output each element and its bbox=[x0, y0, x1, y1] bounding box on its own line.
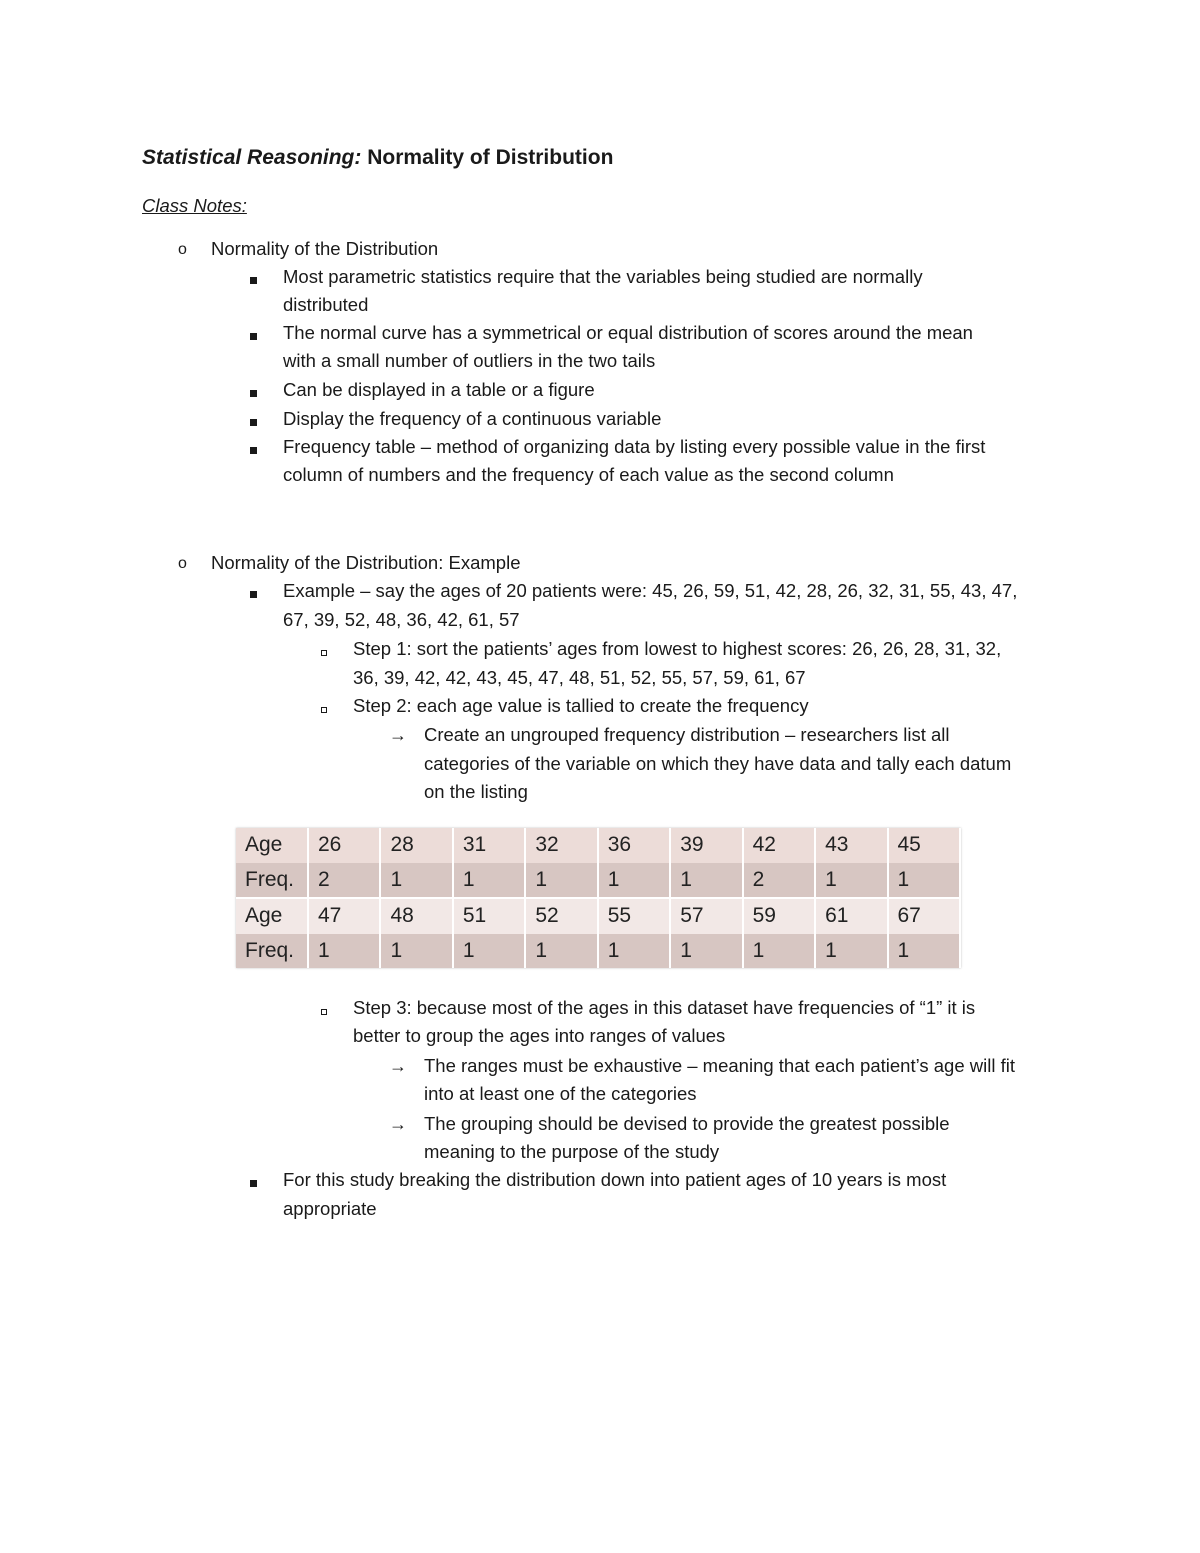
age-cell: 52 bbox=[525, 898, 597, 934]
freq-cell: 1 bbox=[380, 934, 452, 969]
age-cell: 39 bbox=[670, 828, 742, 863]
arrow-icon: → bbox=[389, 1114, 407, 1134]
age-cell: 61 bbox=[815, 898, 887, 934]
age-cell: 42 bbox=[743, 828, 815, 863]
age-row bbox=[236, 898, 960, 934]
square-bullet bbox=[250, 264, 257, 292]
age-cell: 51 bbox=[453, 898, 525, 934]
age-row bbox=[236, 828, 960, 863]
freq-cell: 1 bbox=[308, 934, 380, 969]
freq-cell: 1 bbox=[888, 863, 961, 899]
arrow-text: Create an ungrouped frequency distribution – researchers list all bbox=[424, 724, 950, 745]
freq-cell: 1 bbox=[598, 934, 670, 969]
freq-cell: 1 bbox=[453, 934, 525, 969]
frequency-table bbox=[236, 828, 961, 968]
age-cell: 67 bbox=[888, 898, 961, 934]
bullet-text: Example – say the ages of 20 patients were: 45, 26, 59, 51, 42, 28, 26, 32, 31, 55, 43, 47, bbox=[283, 580, 1018, 601]
age-cell: 28 bbox=[380, 828, 452, 863]
square-bullet bbox=[250, 578, 257, 606]
bullet-text: Display the frequency of a continuous variable bbox=[283, 408, 662, 429]
freq-cell: 1 bbox=[743, 934, 815, 969]
freq-cell: 1 bbox=[598, 863, 670, 899]
bullet-text: For this study breaking the distribution down into patient ages of 10 years is most bbox=[283, 1169, 947, 1190]
bullet-text: with a small number of outliers in the two tails bbox=[283, 350, 656, 371]
arrow-text: categories of the variable on which they have data and tally each datum bbox=[424, 753, 1012, 774]
age-cell: 43 bbox=[815, 828, 887, 863]
arrow-text: into at least one of the categories bbox=[424, 1083, 697, 1104]
freq-cell: 1 bbox=[815, 863, 887, 899]
age-label: Age bbox=[236, 898, 308, 934]
title-main-part: Normality of Distribution bbox=[361, 146, 614, 169]
freq-cell: 2 bbox=[308, 863, 380, 899]
freq-cell: 1 bbox=[670, 863, 742, 899]
document-title bbox=[142, 143, 613, 173]
age-cell: 59 bbox=[743, 898, 815, 934]
step-text: 36, 39, 42, 42, 43, 45, 47, 48, 51, 52, 55, 57, 59, 61, 67 bbox=[353, 667, 806, 688]
arrow-text: on the listing bbox=[424, 781, 528, 802]
bullet-text: Can be displayed in a table or a figure bbox=[283, 379, 595, 400]
arrow-icon: → bbox=[389, 1056, 407, 1076]
freq-label: Freq. bbox=[236, 863, 308, 899]
class-notes-heading: Class Notes: bbox=[142, 195, 247, 216]
section1-heading: Normality of the Distribution bbox=[211, 238, 439, 259]
arrow-text: meaning to the purpose of the study bbox=[424, 1141, 720, 1162]
hollow-square-bullet bbox=[321, 995, 327, 1023]
bullet-text: The normal curve has a symmetrical or equal distribution of scores around the mean bbox=[283, 322, 973, 343]
freq-row bbox=[236, 934, 960, 969]
freq-cell: 2 bbox=[743, 863, 815, 899]
step-text: Step 2: each age value is tallied to create the frequency bbox=[353, 695, 809, 716]
bullet-text: Frequency table – method of organizing data by listing every possible value in the first bbox=[283, 436, 986, 457]
square-bullet bbox=[250, 1167, 257, 1195]
hollow-square-bullet bbox=[321, 636, 327, 664]
title-italic-part: Statistical Reasoning: bbox=[142, 146, 362, 169]
age-cell: 48 bbox=[380, 898, 452, 934]
age-label: Age bbox=[236, 828, 308, 863]
circle-bullet: o bbox=[178, 241, 187, 258]
step-text: better to group the ages into ranges of values bbox=[353, 1025, 726, 1046]
step-text: Step 3: because most of the ages in this dataset have frequencies of “1” it is bbox=[353, 997, 976, 1018]
circle-bullet: o bbox=[178, 555, 187, 572]
arrow-icon: → bbox=[389, 725, 407, 745]
freq-cell: 1 bbox=[453, 863, 525, 899]
arrow-text: The ranges must be exhaustive – meaning that each patient’s age will fit bbox=[424, 1055, 1015, 1076]
age-cell: 47 bbox=[308, 898, 380, 934]
hollow-square-bullet bbox=[321, 693, 327, 721]
bullet-text: Most parametric statistics require that the variables being studied are normally bbox=[283, 266, 923, 287]
square-bullet bbox=[250, 320, 257, 348]
square-bullet bbox=[250, 406, 257, 434]
section2-heading: Normality of the Distribution: Example bbox=[211, 552, 521, 573]
age-cell: 36 bbox=[598, 828, 670, 863]
age-cell: 26 bbox=[308, 828, 380, 863]
freq-row bbox=[236, 863, 960, 899]
age-cell: 57 bbox=[670, 898, 742, 934]
age-cell: 45 bbox=[888, 828, 961, 863]
freq-cell: 1 bbox=[525, 863, 597, 899]
freq-cell: 1 bbox=[380, 863, 452, 899]
freq-cell: 1 bbox=[815, 934, 887, 969]
bullet-text: column of numbers and the frequency of each value as the second column bbox=[283, 464, 894, 485]
freq-cell: 1 bbox=[888, 934, 961, 969]
square-bullet bbox=[250, 434, 257, 462]
arrow-text: The grouping should be devised to provide the greatest possible bbox=[424, 1113, 950, 1134]
step-text: Step 1: sort the patients’ ages from lowest to highest scores: 26, 26, 28, 31, 32, bbox=[353, 638, 1002, 659]
age-cell: 31 bbox=[453, 828, 525, 863]
bullet-text: appropriate bbox=[283, 1198, 377, 1219]
square-bullet bbox=[250, 377, 257, 405]
freq-cell: 1 bbox=[670, 934, 742, 969]
age-cell: 32 bbox=[525, 828, 597, 863]
freq-label: Freq. bbox=[236, 934, 308, 969]
freq-cell: 1 bbox=[525, 934, 597, 969]
bullet-text: 67, 39, 52, 48, 36, 42, 61, 57 bbox=[283, 609, 520, 630]
bullet-text: distributed bbox=[283, 294, 369, 315]
age-cell: 55 bbox=[598, 898, 670, 934]
